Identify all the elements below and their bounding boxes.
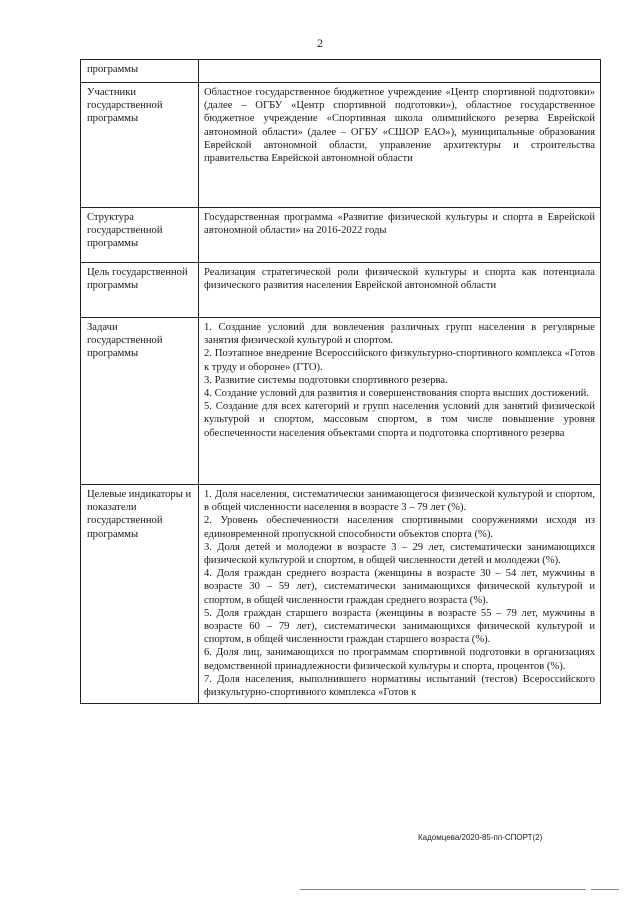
row-value [199,60,601,83]
bottom-rule-line-short [591,889,619,890]
value-paragraph: Реализация стратегической роли физической культуры и спорта как потенциала физического развития населения Еврейской автономной области [204,267,595,292]
passport-row [81,208,601,263]
row-label: Задачи государственной программы [81,318,199,485]
value-paragraph: 2. Поэтапное внедрение Всероссийского физкультурно-спортивного комплекса «Готов к труду и обороне» (ГТО). [204,348,595,373]
row-value [199,485,601,704]
value-paragraph: Областное государственное бюджетное учреждение «Центр спортивной подготовки» (далее – ОГБУ «Центр спортивной подготовки»), областное государственное бюджетное учреждение «Спортивная школа олимпийского резерва Еврейской автономной области» (далее – ОГБУ «СШОР ЕАО»), муниципальные образования Еврейской автономной области, управление архитектуры и строительства правительства Еврейской автономной области [204,87,595,165]
passport-row [81,263,601,318]
value-paragraph: 5. Создание для всех категорий и групп населения условий для занятий физической культурой и спортом, массовым спортом, в том числе повышение уровня обеспеченности населения объектами спорта и подготовка спортивного резерва [204,401,595,439]
value-paragraph: 4. Создание условий для развития и совершенствования спорта высших достижений. [204,388,589,400]
passport-row [81,485,601,704]
row-label: Целевые индикаторы и показатели государственной программы [81,485,199,704]
row-label: Цель государственной программы [81,263,199,318]
passport-row [81,60,601,83]
page-number: 2 [317,36,323,50]
value-paragraph: 1. Создание условий для вовлечения различных групп населения в регулярные занятия физической культурой и спортом. [204,322,595,347]
row-value [199,263,601,318]
row-value [199,83,601,208]
document-code: Кадомцева/2020-85-пп-СПОРТ(2) [418,833,543,842]
value-paragraph: 1. Доля населения, систематически занимающегося физической культурой и спортом, в общей численности населения в возрасте 3 – 79 лет (%). [204,489,595,514]
value-paragraph: 3. Развитие системы подготовки спортивного резерва. [204,374,448,386]
value-paragraph: Государственная программа «Развитие физической культуры и спорта в Еврейской автономной области» на 2016-2022 годы [204,212,595,237]
value-paragraph: 3. Доля детей и молодежи в возрасте 3 – 29 лет, систематически занимающихся физической культурой и спортом, в общей численности детей и молодежи (%). [204,541,595,567]
value-paragraph: 5. Доля граждан старшего возраста (женщины в возрасте 55 – 79 лет, мужчины в возрасте 60 – 79 лет), систематически занимающихся физической культурой и спортом, в общей численности граждан старшего возраста (%). [204,607,595,646]
value-paragraph: 7. Доля населения, выполнившего нормативы испытаний (тестов) Всероссийского физкультурно-спортивного комплекса «Готов к [204,673,595,699]
value-paragraph: 2. Уровень обеспеченности населения спортивными сооружениями исходя из единовременной пропускной способности объектов спорта (%). [204,515,595,540]
value-paragraph: 6. Доля лиц, занимающихся по программам спортивной подготовки в организациях ведомственной принадлежности физической культуры и спорта, процентов (%). [204,647,595,672]
passport-row [81,318,601,485]
bottom-rule-line [300,889,586,890]
program-passport-table [80,59,601,704]
row-value [199,318,601,485]
passport-row [81,83,601,208]
row-label: программы [81,60,199,83]
value-paragraph: 4. Доля граждан среднего возраста (женщины в возрасте 30 – 54 лет, мужчины в возрасте 30 – 59 лет), систематически занимающихся физической культурой и спортом, в общей численности граждан среднего возраста (%). [204,568,595,606]
row-value [199,208,601,263]
row-label: Структура государственной программы [81,208,199,263]
row-label: Участники государственной программы [81,83,199,208]
